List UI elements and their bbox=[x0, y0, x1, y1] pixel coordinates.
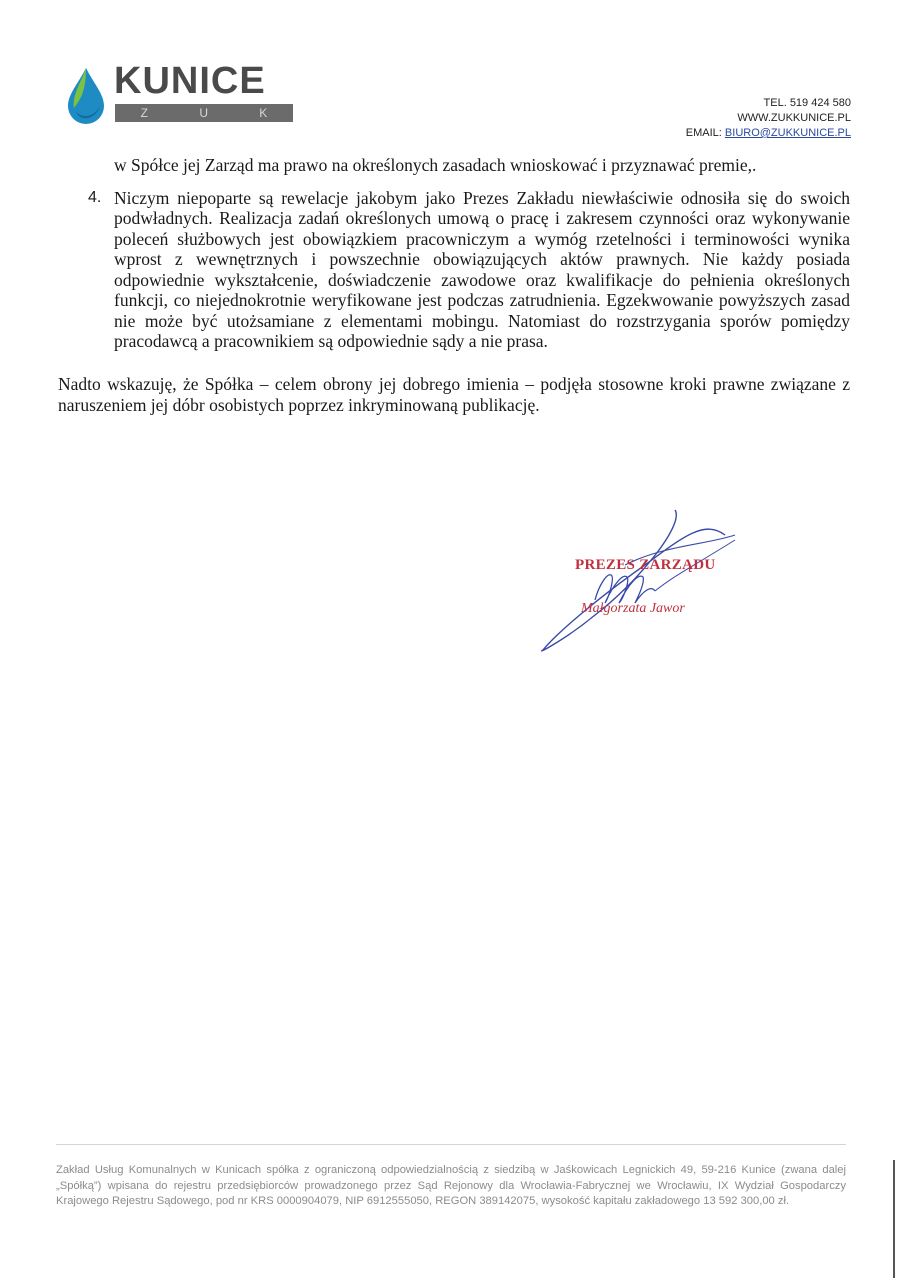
logo-subtitle-bar bbox=[115, 104, 293, 122]
signatory-name: Małgorzata Jawor bbox=[581, 601, 685, 616]
scan-edge-line bbox=[893, 1160, 895, 1278]
contact-block bbox=[686, 96, 851, 141]
continuation-paragraph: w Spółce jej Zarząd ma prawo na określonych zasadach wnioskować i przyznawać premie,. bbox=[114, 155, 757, 175]
email-line bbox=[686, 126, 851, 141]
email-label: EMAIL: bbox=[685, 127, 722, 139]
logo-letter: Z bbox=[140, 106, 148, 120]
letter-body bbox=[58, 155, 850, 416]
list-item-text: Niczym niepoparte są rewelacje jakobym jako Prezes Zakładu niewłaściwie odnosiła się do swoich podwładnych. Realizacja zadań określonych umową o pracę i zakresem czynności oraz wykonywanie poleceń służbowych jest obowiązkiem pracowniczym a wymóg rzetelności i terminowości wynika wprost z wewnętrznych i powszechnie obowiązujących aktów prawnych. Nie każdy posiada odpowiednie wykształcenie, doświadczenie zawodowe oraz kwalifikacje do pełnienia określonych funkcji, co niejednokrotnie weryfikowane jest podczas zatrudnienia. Egzekwowanie powyższych zasad nie może być utożsamiane z elementami mobingu. Natomiast do rozstrzygania sporów pomiędzy pracodawcą a pracownikiem są odpowiednie sądy a nie prasa. bbox=[114, 187, 850, 351]
closing-paragraph: Nadto wskazuję, że Spółka – celem obrony jej dobrego imienia – podjęła stosowne kroki prawne związane z naruszeniem jej dóbr osobistych poprzez inkryminowaną publikację. bbox=[58, 373, 850, 415]
phone-number: TEL. 519 424 580 bbox=[763, 97, 851, 109]
logo-letter: U bbox=[199, 106, 208, 120]
company-logo bbox=[66, 60, 306, 126]
list-item-number: 4. bbox=[88, 188, 102, 206]
footer-legal-text: Zakład Usług Komunalnych w Kunicach spółka z ograniczoną odpowiedzialnością z siedzibą w Jaśkowicach Legnickich 49, 59-216 Kunice (zwana dalej „Spółką”) wpisana do rejestru przedsiębiorców prowadzonego przez Sąd Rejonowy dla Wrocławia-Fabrycznej we Wrocławiu, IX Wydział Gospodarczy Krajowego Rejestru Sądowego, pod nr KRS 0000904079, NIP 6912555050, REGON 389142075, wysokość kapitału zakładowego 13 592 300,00 zł. bbox=[56, 1164, 846, 1207]
handwritten-signature bbox=[535, 505, 755, 665]
water-drop-icon bbox=[66, 66, 106, 126]
list-item-4 bbox=[88, 187, 850, 352]
signature-stamp bbox=[535, 505, 755, 665]
footer-divider bbox=[56, 1144, 846, 1145]
logo-letter: K bbox=[259, 106, 268, 120]
website-url: WWW.ZUKKUNICE.PL bbox=[737, 112, 851, 124]
signature-title: PREZES ZARZĄDU bbox=[575, 557, 716, 573]
logo-wordmark: KUNICE bbox=[114, 60, 266, 102]
email-link[interactable]: BIURO@ZUKKUNICE.PL bbox=[724, 127, 851, 139]
